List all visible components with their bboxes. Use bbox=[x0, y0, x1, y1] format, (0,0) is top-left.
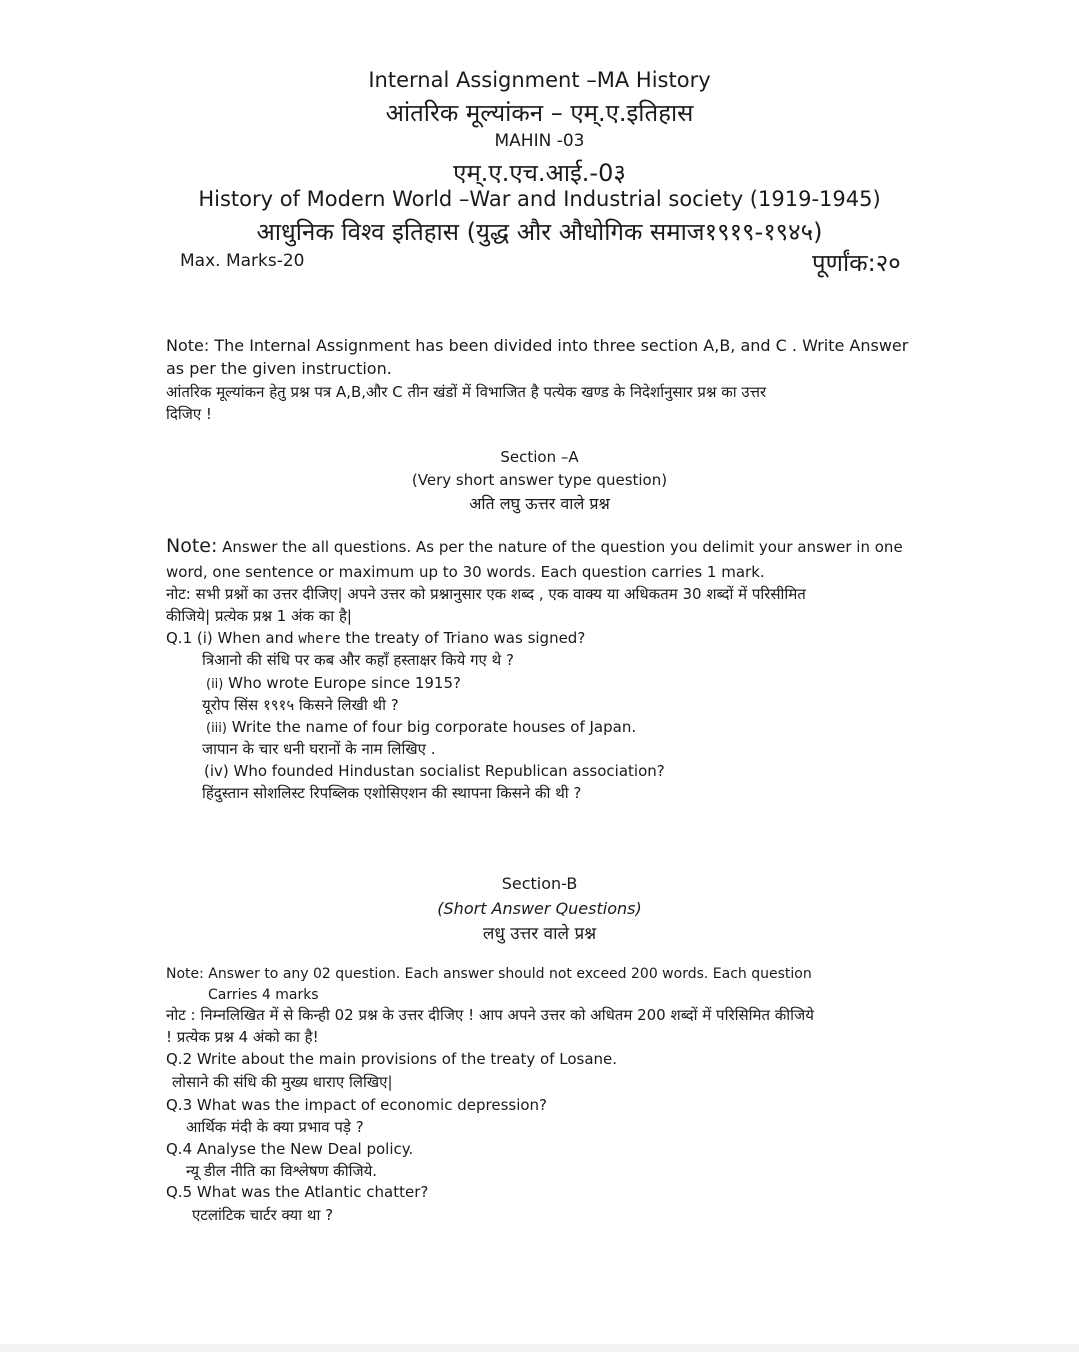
question-3-hindi: आर्थिक मंदी के क्या प्रभाव पड़े ? bbox=[186, 1118, 364, 1136]
question-1-ii bbox=[206, 674, 461, 692]
title-hindi: आंतरिक मूल्यांकन – एम्.ए.इतिहास bbox=[385, 99, 694, 127]
section-a-note-label: Note: bbox=[166, 535, 218, 557]
question-1-i-part-b: the treaty of Triano was signed? bbox=[340, 629, 586, 647]
course-code-english: MAHIN -03 bbox=[494, 131, 585, 151]
question-1-iv-hindi: हिंदुस्तान सोशलिस्ट रिपब्लिक एशोसिएशन की स्थापना किसने की थी ? bbox=[202, 784, 582, 802]
title-english: Internal Assignment –MA History bbox=[368, 68, 711, 92]
question-1-iii bbox=[206, 718, 636, 736]
question-4: Q.4 Analyse the New Deal policy. bbox=[166, 1140, 414, 1158]
section-a-note-hindi-line-2: कीजिये| प्रत्येक प्रश्न 1 अंक का है| bbox=[166, 607, 352, 625]
question-1-iii-hindi: जापान के चार धनी घरानों के नाम लिखिए . bbox=[202, 740, 436, 758]
section-a-note-line-2: word, one sentence or maximum up to 30 words. Each question carries 1 mark. bbox=[166, 563, 765, 581]
question-2-hindi: लोसाने की संधि की मुख्य धाराए लिखिए| bbox=[172, 1073, 393, 1091]
question-1-iii-number: (iii) bbox=[206, 721, 227, 736]
note-hindi-line-2: दिजिए ! bbox=[166, 405, 212, 423]
question-5-hindi: एटलांटिक चार्टर क्या था ? bbox=[192, 1206, 334, 1224]
question-1-i bbox=[166, 629, 585, 647]
section-a-title: Section –A bbox=[500, 448, 579, 466]
question-1-iii-text: Write the name of four big corporate houses of Japan. bbox=[226, 718, 637, 736]
question-2: Q.2 Write about the main provisions of the treaty of Losane. bbox=[166, 1050, 618, 1068]
note-english-line-2: as per the given instruction. bbox=[166, 359, 392, 378]
question-1-iv: (iv) Who founded Hindustan socialist Republican association? bbox=[204, 762, 665, 780]
question-1-i-hindi: त्रिआनो की संधि पर कब और कहाँ हस्ताक्षर किये गए थे ? bbox=[202, 651, 514, 669]
section-b-title: Section-B bbox=[501, 874, 578, 893]
section-b-note-hindi-line-2: ! प्रत्येक प्रश्न 4 अंको का है! bbox=[166, 1028, 319, 1046]
section-b-note-hindi-line-1: नोट : निम्नलिखित में से किन्ही 02 प्रश्न के उत्तर दीजिए ! आप अपने उत्तर को अधितम 200 शब्दों में परिसिमित कीजिये bbox=[166, 1006, 814, 1024]
subject-hindi: आधुनिक विश्व इतिहास (युद्ध और औधोगिक समाज१९१९-१९४५) bbox=[256, 218, 823, 246]
question-1-ii-text: Who wrote Europe since 1915? bbox=[223, 674, 461, 692]
max-marks-english: Max. Marks-20 bbox=[180, 251, 305, 271]
section-a-note-line-1 bbox=[166, 535, 903, 557]
section-b-subtitle-hindi: लधु उत्तर वाले प्रश्न bbox=[482, 924, 597, 944]
question-3: Q.3 What was the impact of economic depression? bbox=[166, 1096, 548, 1114]
question-1-label: Q.1 bbox=[166, 629, 193, 647]
section-a-subtitle-english: (Very short answer type question) bbox=[411, 471, 668, 489]
subject-english: History of Modern World –War and Industrial society (1919-1945) bbox=[198, 187, 881, 211]
question-1-ii-hindi: यूरोप सिंस १९१५ किसने लिखी थी ? bbox=[202, 696, 399, 714]
max-marks-hindi: पूर्णांक:२० bbox=[812, 249, 901, 277]
note-english-line-1: Note: The Internal Assignment has been divided into three section A,B, and C . Write Answer bbox=[166, 336, 909, 355]
note-hindi-line-1: आंतरिक मूल्यांकन हेतु प्रश्न पत्र A,B,और C तीन खंडों में विभाजित है पत्येक खण्ड के निदेर्शानुसार प्रश्न का उत्तर bbox=[166, 383, 767, 401]
question-1-i-part-a: (i) When and bbox=[196, 629, 299, 647]
page-bottom-strip bbox=[0, 1344, 1079, 1352]
section-b-note-line-2: Carries 4 marks bbox=[208, 987, 319, 1003]
question-1-i-where: where bbox=[298, 631, 341, 647]
question-1-ii-number: (ii) bbox=[206, 677, 224, 692]
section-a-subtitle-hindi: अति लघु ऊत्तर वाले प्रश्न bbox=[469, 494, 610, 513]
question-5: Q.5 What was the Atlantic chatter? bbox=[166, 1183, 429, 1201]
question-4-hindi: न्यू डील नीति का विश्लेषण कीजिये. bbox=[186, 1162, 378, 1180]
course-code-hindi: एम्.ए.एच.आई.-0३ bbox=[453, 159, 626, 187]
section-a-note-hindi-line-1: नोट: सभी प्रश्नों का उत्तर दीजिए| अपने उत्तर को प्रश्नानुसार एक शब्द , एक वाक्य या अधिकतम 30 शब्दों में परिसीमित bbox=[166, 585, 806, 603]
section-b-note-line-1: Note: Answer to any 02 question. Each answer should not exceed 200 words. Each question bbox=[166, 966, 812, 982]
section-b-subtitle-english: (Short Answer Questions) bbox=[437, 899, 642, 918]
section-a-note-text: Answer the all questions. As per the nature of the question you delimit your answer in one bbox=[217, 538, 903, 556]
